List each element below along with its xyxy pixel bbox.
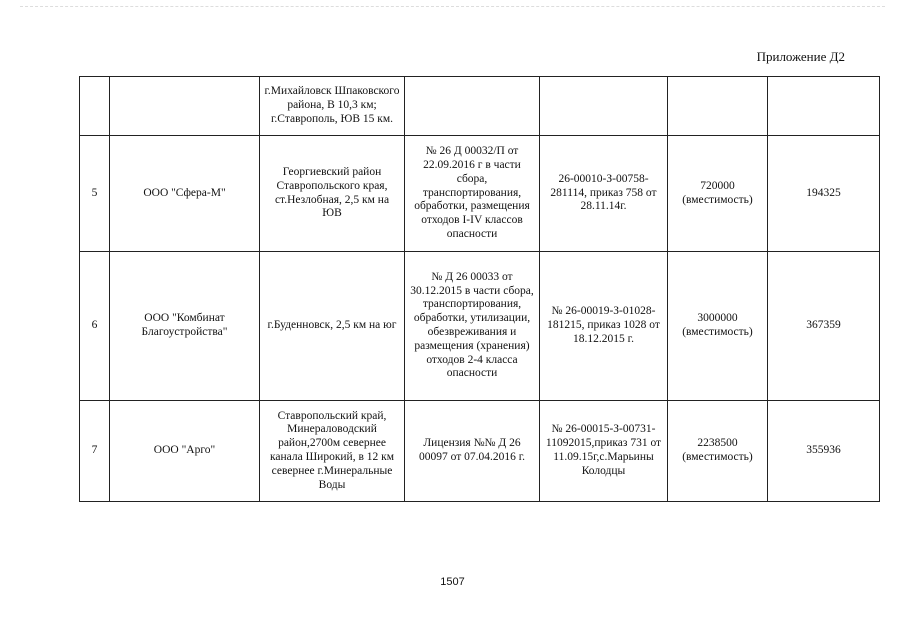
cell-location: Ставропольский край, Минераловодский район,2700м севернее канала Широкий, в 12 км севернее г.Минеральные Воды [260, 401, 405, 502]
table-row [80, 401, 880, 502]
cell-registry: 26-00010-З-00758-281114, приказ 758 от 28.11.14г. [540, 136, 668, 252]
cell-amount: 194325 [768, 136, 880, 252]
table-row [80, 136, 880, 252]
scan-artifact-line [20, 6, 885, 8]
appendix-label: Приложение Д2 [756, 49, 845, 64]
cell-organization: ООО "Арго" [110, 401, 260, 502]
page-number: 1507 [440, 576, 465, 588]
cell-number [80, 77, 110, 136]
cell-number: 5 [80, 136, 110, 252]
cell-registry: № 26-00019-З-01028-181215, приказ 1028 от 18.12.2015 г. [540, 252, 668, 401]
cell-license [405, 77, 540, 136]
cell-registry [540, 77, 668, 136]
cell-amount [768, 77, 880, 136]
table-row [80, 77, 880, 136]
cell-number: 6 [80, 252, 110, 401]
cell-organization: ООО "Сфера-М" [110, 136, 260, 252]
cell-organization: ООО "Комбинат Благоустройства" [110, 252, 260, 401]
cell-capacity: 3000000 (вместимость) [668, 252, 768, 401]
cell-license: № Д 26 00033 от 30.12.2015 в части сбора, транспортирования, обработки, утилизации, обезвреживания и размещения (хранения) отходов 2-4 класса опасности [405, 252, 540, 401]
cell-organization [110, 77, 260, 136]
cell-license: № 26 Д 00032/П от 22.09.2016 г в части сбора, транспортирования, обработки, размещения отходов I-IV классов опасности [405, 136, 540, 252]
cell-capacity: 2238500 (вместимость) [668, 401, 768, 502]
cell-amount: 367359 [768, 252, 880, 401]
cell-amount: 355936 [768, 401, 880, 502]
cell-capacity [668, 77, 768, 136]
cell-registry: № 26-00015-З-00731-11092015,приказ 731 от 11.09.15г,с.Марьины Колодцы [540, 401, 668, 502]
cell-capacity: 720000 (вместимость) [668, 136, 768, 252]
table-row [80, 252, 880, 401]
cell-location: г.Михайловск Шпаковского района, В 10,3 км; г.Ставрополь, ЮВ 15 км. [260, 77, 405, 136]
cell-number: 7 [80, 401, 110, 502]
cell-location: Георгиевский район Ставропольского края, ст.Незлобная, 2,5 км на ЮВ [260, 136, 405, 252]
cell-location: г.Буденновск, 2,5 км на юг [260, 252, 405, 401]
cell-license: Лицензия №№ Д 26 00097 от 07.04.2016 г. [405, 401, 540, 502]
landfill-table [79, 76, 880, 502]
